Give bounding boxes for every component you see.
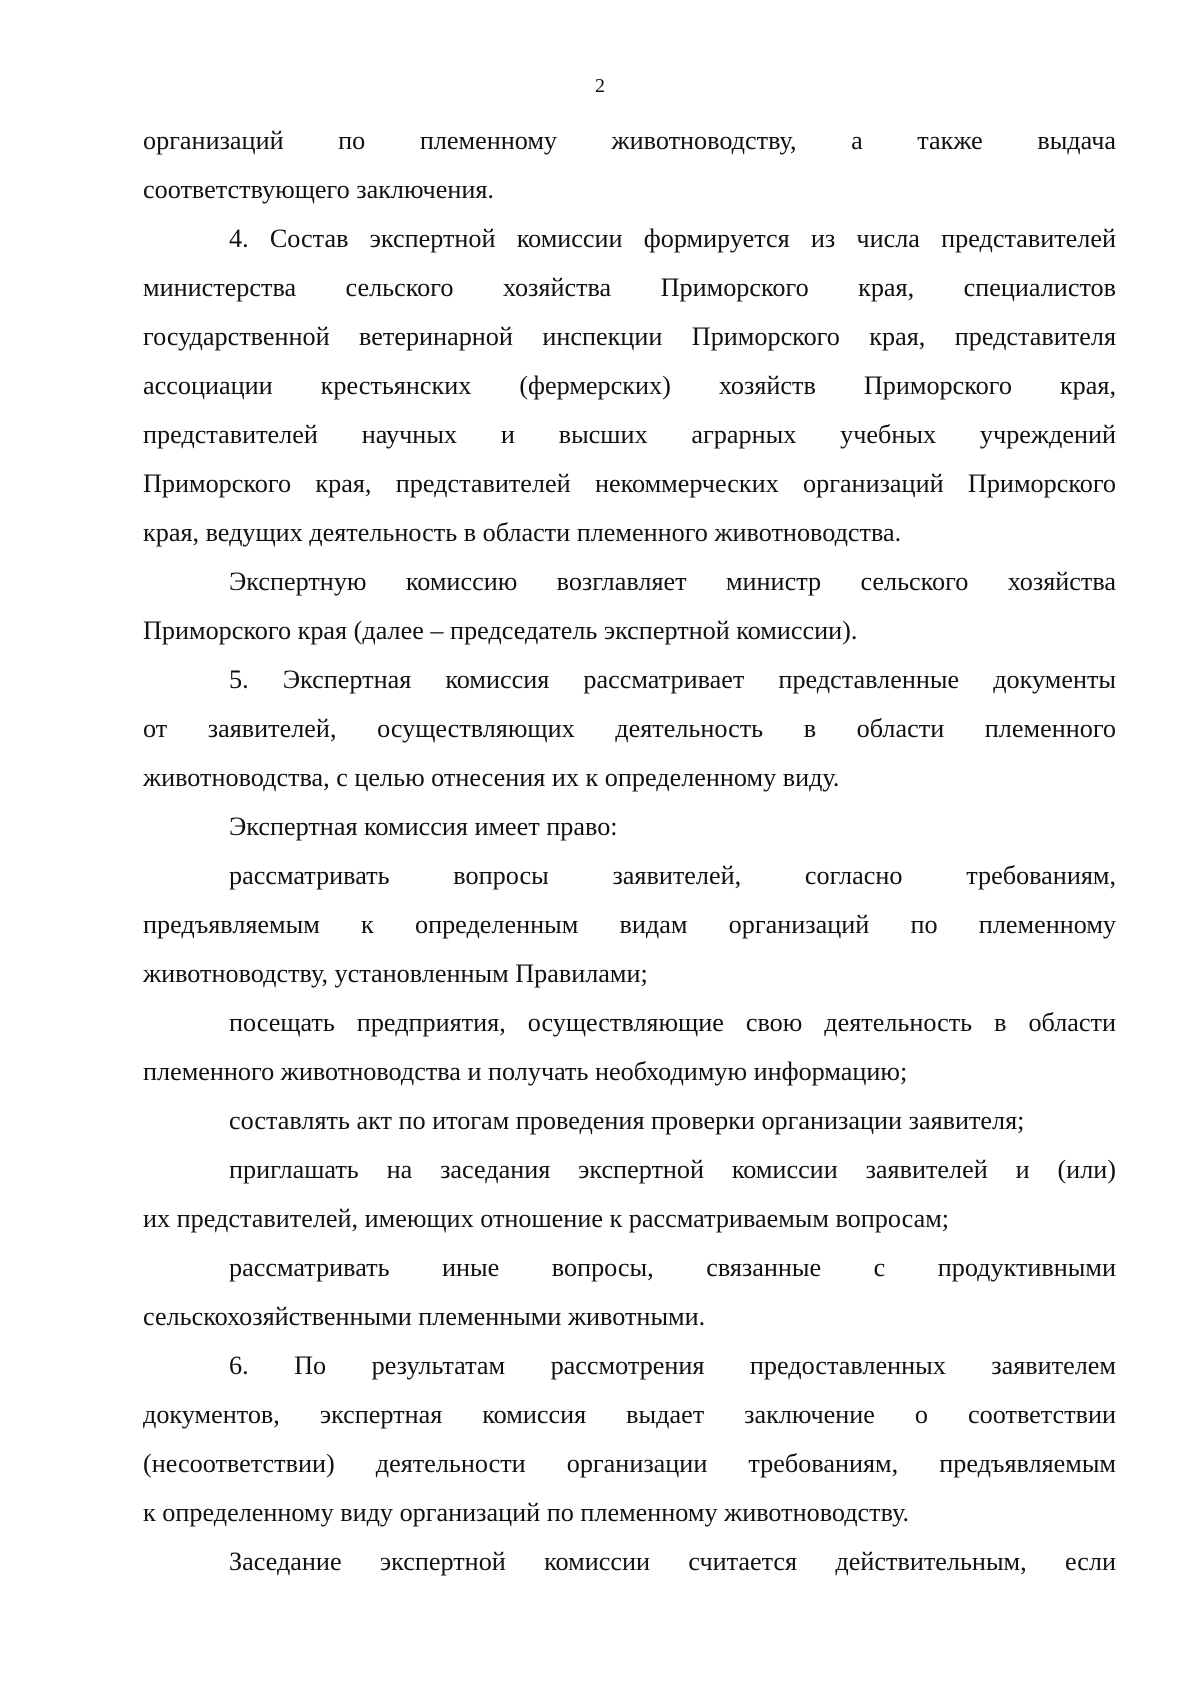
text-line: организаций по племенному животноводству, а также выдача (143, 126, 1116, 155)
text-line: Заседание экспертной комиссии считается действительным, если (229, 1547, 1116, 1576)
text-line: животноводству, установленным Правилами; (143, 959, 648, 988)
text-line: ассоциации крестьянских (фермерских) хозяйств Приморского края, (143, 371, 1116, 400)
text-line: 6. По результатам рассмотрения предоставленных заявителем (229, 1351, 1116, 1380)
text-line: племенного животноводства и получать необходимую информацию; (143, 1057, 908, 1086)
paragraph-item-4 (143, 214, 1116, 557)
text-line: составлять акт по итогам проведения проверки организации заявителя; (229, 1106, 1025, 1135)
text-line: предъявляемым к определенным видам организаций по племенному (143, 910, 1116, 939)
paragraph-right-visit (143, 998, 1116, 1096)
paragraph-commission-head (143, 557, 1116, 655)
text-line: 4. Состав экспертной комиссии формируется из числа представителей (229, 224, 1116, 253)
text-line: документов, экспертная комиссия выдает заключение о соответствии (143, 1400, 1116, 1429)
paragraph-right-review (143, 851, 1116, 998)
text-line: Приморского края (далее – председатель экспертной комиссии). (143, 616, 858, 645)
text-line: министерства сельского хозяйства Приморского края, специалистов (143, 273, 1116, 302)
text-line: государственной ветеринарной инспекции Приморского края, представителя (143, 322, 1116, 351)
text-line: Приморского края, представителей некоммерческих организаций Приморского (143, 469, 1116, 498)
paragraph-item-5 (143, 655, 1116, 802)
text-line: рассматривать иные вопросы, связанные с продуктивными (229, 1253, 1116, 1282)
text-line: 5. Экспертная комиссия рассматривает представленные документы (229, 665, 1116, 694)
text-line: посещать предприятия, осуществляющие свою деятельность в области (229, 1008, 1116, 1037)
paragraph-right-act (143, 1096, 1116, 1145)
paragraph-right-invite (143, 1145, 1116, 1243)
text-line: к определенному виду организаций по племенному животноводству. (143, 1498, 910, 1527)
text-line: животноводства, с целью отнесения их к определенному виду. (143, 763, 840, 792)
paragraph-continuation (143, 116, 1116, 214)
page-number: 2 (595, 75, 605, 97)
text-line: представителей научных и высших аграрных учебных учреждений (143, 420, 1116, 449)
text-line: рассматривать вопросы заявителей, согласно требованиям, (229, 861, 1116, 890)
text-line: соответствующего заключения. (143, 175, 494, 204)
text-line: от заявителей, осуществляющих деятельность в области племенного (143, 714, 1116, 743)
text-line: их представителей, имеющих отношение к рассматриваемым вопросам; (143, 1204, 950, 1233)
paragraph-session-validity (143, 1537, 1116, 1586)
paragraph-item-6 (143, 1341, 1116, 1537)
paragraph-right-other (143, 1243, 1116, 1341)
text-line: края, ведущих деятельность в области племенного животноводства. (143, 518, 902, 547)
text-line: Экспертная комиссия имеет право: (229, 812, 618, 841)
text-line: (несоответствии) деятельности организации требованиям, предъявляемым (143, 1449, 1116, 1478)
text-line: сельскохозяйственными племенными животными. (143, 1302, 706, 1331)
text-line: приглашать на заседания экспертной комиссии заявителей и (или) (229, 1155, 1116, 1184)
text-line: Экспертную комиссию возглавляет министр сельского хозяйства (229, 567, 1116, 596)
paragraph-rights-intro (143, 802, 1116, 851)
document-body (143, 116, 1116, 1586)
